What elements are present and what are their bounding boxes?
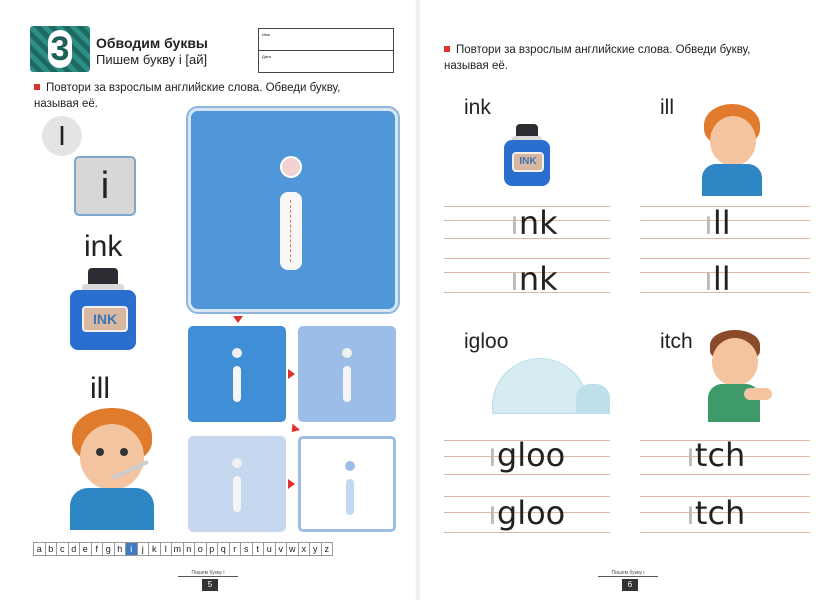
trace-word-ink-2[interactable]: ınk — [510, 260, 558, 298]
trace-step-3[interactable] — [188, 436, 286, 532]
itching-boy-icon — [704, 330, 774, 422]
ink-bottle-icon — [68, 268, 138, 352]
name-field[interactable]: Имя — [259, 29, 393, 51]
trace-word-itch-1[interactable]: ıtch — [686, 436, 746, 474]
word-igloo: igloo — [464, 330, 509, 353]
alphabet-letter: l — [160, 542, 173, 556]
lesson-number: 3 — [48, 30, 72, 68]
alphabet-letter: a — [33, 542, 46, 556]
footer-line — [178, 576, 238, 577]
letter-stem-trace[interactable] — [280, 192, 302, 270]
alphabet-letter: y — [309, 542, 322, 556]
trace-word-itch-2[interactable]: ıtch — [686, 494, 746, 532]
word-ill: ill — [660, 96, 674, 119]
trace-step-2[interactable] — [298, 326, 396, 422]
instruction-text: Повтори за взрослым английские слова. Обведи букву, называя её. — [34, 82, 341, 110]
alphabet-strip — [34, 542, 333, 556]
bullet-square-icon — [34, 84, 40, 90]
alphabet-letter: f — [91, 542, 104, 556]
alphabet-letter: h — [114, 542, 127, 556]
instruction-right — [444, 42, 794, 74]
alphabet-letter: t — [252, 542, 265, 556]
capital-letter: I — [42, 116, 82, 156]
trace-word-ill-1[interactable]: ıll — [704, 204, 731, 242]
igloo-icon — [488, 358, 612, 416]
sick-boy-icon — [66, 408, 158, 530]
alphabet-letter: s — [240, 542, 253, 556]
trace-step-1[interactable] — [188, 326, 286, 422]
alphabet-letter: q — [217, 542, 230, 556]
alphabet-letter: i — [125, 542, 138, 556]
alphabet-letter: n — [183, 542, 196, 556]
alphabet-letter: m — [171, 542, 184, 556]
footer-line — [598, 576, 658, 577]
alphabet-letter: v — [275, 542, 288, 556]
ink-bottle-icon — [502, 124, 552, 188]
alphabet-letter: r — [229, 542, 242, 556]
trace-word-ill-2[interactable]: ıll — [704, 260, 731, 298]
sick-boy-icon — [700, 104, 764, 196]
trace-word-ink-1[interactable]: ınk — [510, 204, 558, 242]
ink-label: INK — [512, 152, 544, 172]
alphabet-letter: u — [263, 542, 276, 556]
alphabet-letter: x — [298, 542, 311, 556]
alphabet-letter: c — [56, 542, 69, 556]
alphabet-letter: e — [79, 542, 92, 556]
word-itch: itch — [660, 330, 693, 353]
trace-step-4[interactable] — [298, 436, 396, 532]
page-number-left: 5 — [202, 579, 218, 591]
arrow-right-icon — [288, 479, 295, 489]
arrow-down-left-icon — [288, 424, 300, 436]
name-date-box[interactable] — [258, 28, 394, 73]
arrow-down-icon — [233, 316, 243, 323]
date-field[interactable]: Дата — [262, 54, 271, 59]
page-title: Обводим буквы — [96, 35, 208, 51]
lowercase-letter-card: i — [74, 156, 136, 216]
word-ink: ink — [84, 230, 123, 263]
arrow-right-icon — [288, 369, 295, 379]
word-ink: ink — [464, 96, 491, 119]
alphabet-letter: o — [194, 542, 207, 556]
instruction-text: Повтори за взрослым английские слова. Обведи букву, называя её. — [444, 44, 751, 72]
alphabet-letter: g — [102, 542, 115, 556]
alphabet-letter: k — [148, 542, 161, 556]
footer-title-right: Пишем букву i — [611, 570, 645, 576]
alphabet-letter: p — [206, 542, 219, 556]
trace-word-igloo-1[interactable]: ıgloo — [488, 436, 566, 474]
footer-title-left: Пишем букву i — [191, 570, 225, 576]
alphabet-letter: j — [137, 542, 150, 556]
letter-dot-start-icon — [280, 156, 302, 178]
alphabet-letter: w — [286, 542, 299, 556]
alphabet-letter: b — [45, 542, 58, 556]
right-page — [418, 0, 836, 600]
trace-guide-line — [290, 200, 291, 262]
trace-word-igloo-2[interactable]: ıgloo — [488, 494, 566, 532]
page-subtitle: Пишем букву i [ай] — [96, 52, 208, 67]
ink-label: INK — [82, 306, 128, 332]
alphabet-letter: z — [321, 542, 334, 556]
word-ill: ill — [90, 372, 110, 405]
bullet-square-icon — [444, 46, 450, 52]
alphabet-letter: d — [68, 542, 81, 556]
page-number-right: 6 — [622, 579, 638, 591]
